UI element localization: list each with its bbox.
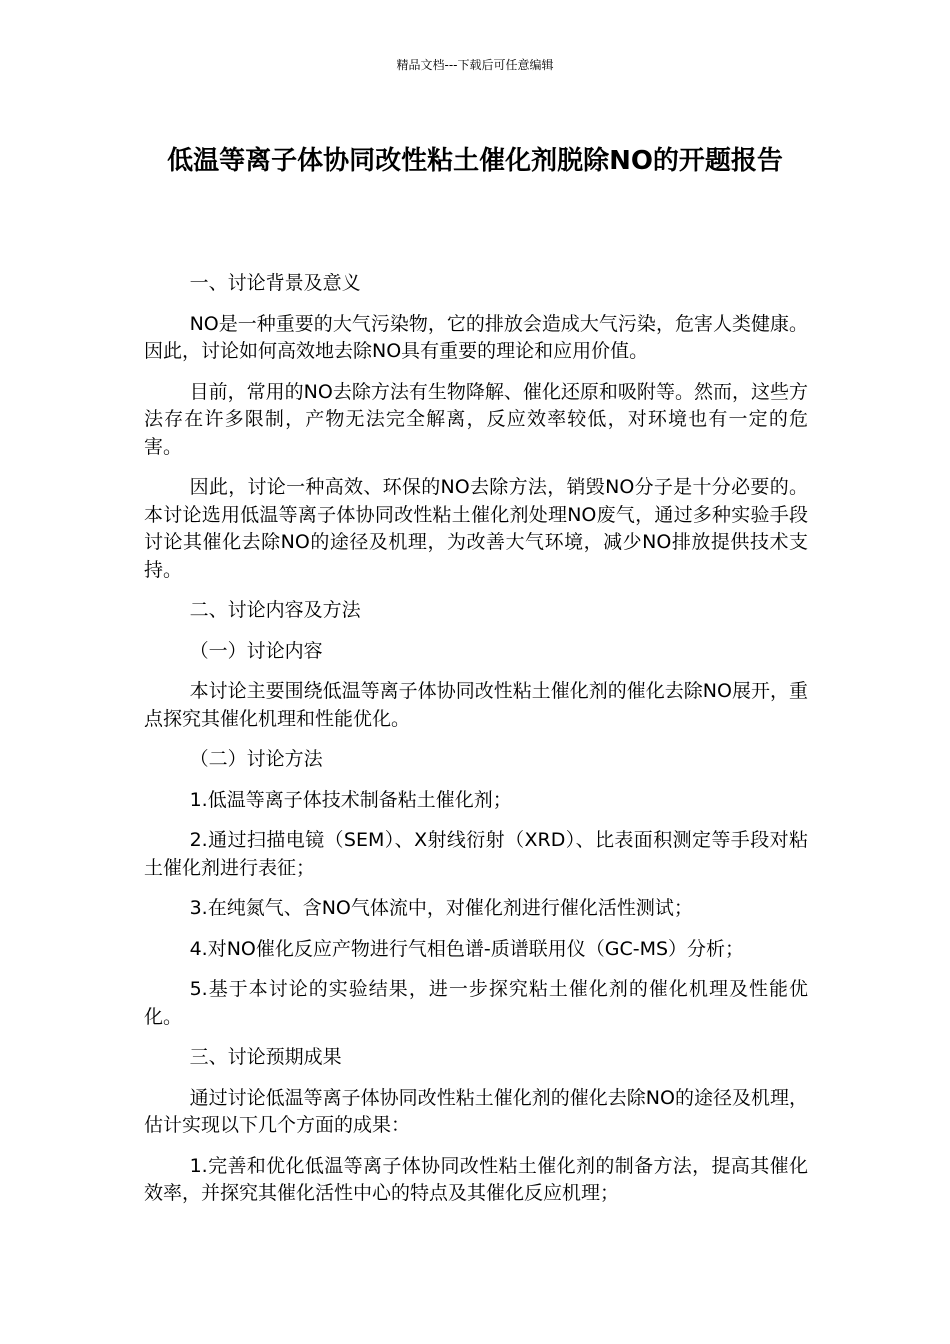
list-item: 4.对NO催化反应产物进行气相色谱-质谱联用仪（GC-MS）分析；	[189, 937, 745, 960]
section-heading-background: 一、讨论背景及意义	[189, 272, 361, 294]
paragraph: NO是一种重要的大气污染物，它的排放会造成大气污染，危害人类健康。因此，讨论如何高效地去除NO具有重要的理论和应用价值。	[144, 312, 808, 362]
section-heading-expected-results: 三、讨论预期成果	[189, 1046, 342, 1068]
list-item: 3.在纯氮气、含NO气体流中，对催化剂进行催化活性测试；	[189, 897, 693, 919]
paragraph: 通过讨论低温等离子体协同改性粘土催化剂的催化去除NO的途径及机理，估计实现以下几个方面的成果：	[144, 1086, 808, 1136]
list-item: 1.完善和优化低温等离子体协同改性粘土催化剂的制备方法，提高其催化效率，并探究其催化活性中心的特点及其催化反应机理；	[144, 1154, 808, 1204]
paragraph: 因此，讨论一种高效、环保的NO去除方法，销毁NO分子是十分必要的。本讨论选用低温等离子体协同改性粘土催化剂处理NO废气，通过多种实验手段讨论其催化去除NO的途径及机理，为改善大气环境，减少NO排放提供技术支持。	[144, 476, 808, 581]
document-body	[144, 270, 808, 1221]
subsection-heading-method: （二）讨论方法	[189, 748, 323, 770]
list-item: 2.通过扫描电镜（SEM）、X射线衍射（XRD）、比表面积测定等手段对粘土催化剂进行表征；	[144, 829, 808, 879]
list-item: 1.低温等离子体技术制备粘土催化剂；	[189, 788, 512, 811]
section-heading-content-method: 二、讨论内容及方法	[189, 599, 361, 621]
document-title: 低温等离子体协同改性粘土催化剂脱除NO的开题报告	[167, 146, 783, 176]
header-note: 精品文档---下载后可任意编辑	[396, 58, 554, 72]
paragraph: 本讨论主要围绕低温等离子体协同改性粘土催化剂的催化去除NO展开，重点探究其催化机理和性能优化。	[144, 680, 808, 730]
subsection-heading-content: （一）讨论内容	[189, 639, 323, 662]
list-item: 5.基于本讨论的实验结果，进一步探究粘土催化剂的催化机理及性能优化。	[144, 978, 808, 1028]
paragraph: 目前，常用的NO去除方法有生物降解、催化还原和吸附等。然而，这些方法存在许多限制，产物无法完全解离，反应效率较低，对环境也有一定的危害。	[144, 380, 808, 458]
